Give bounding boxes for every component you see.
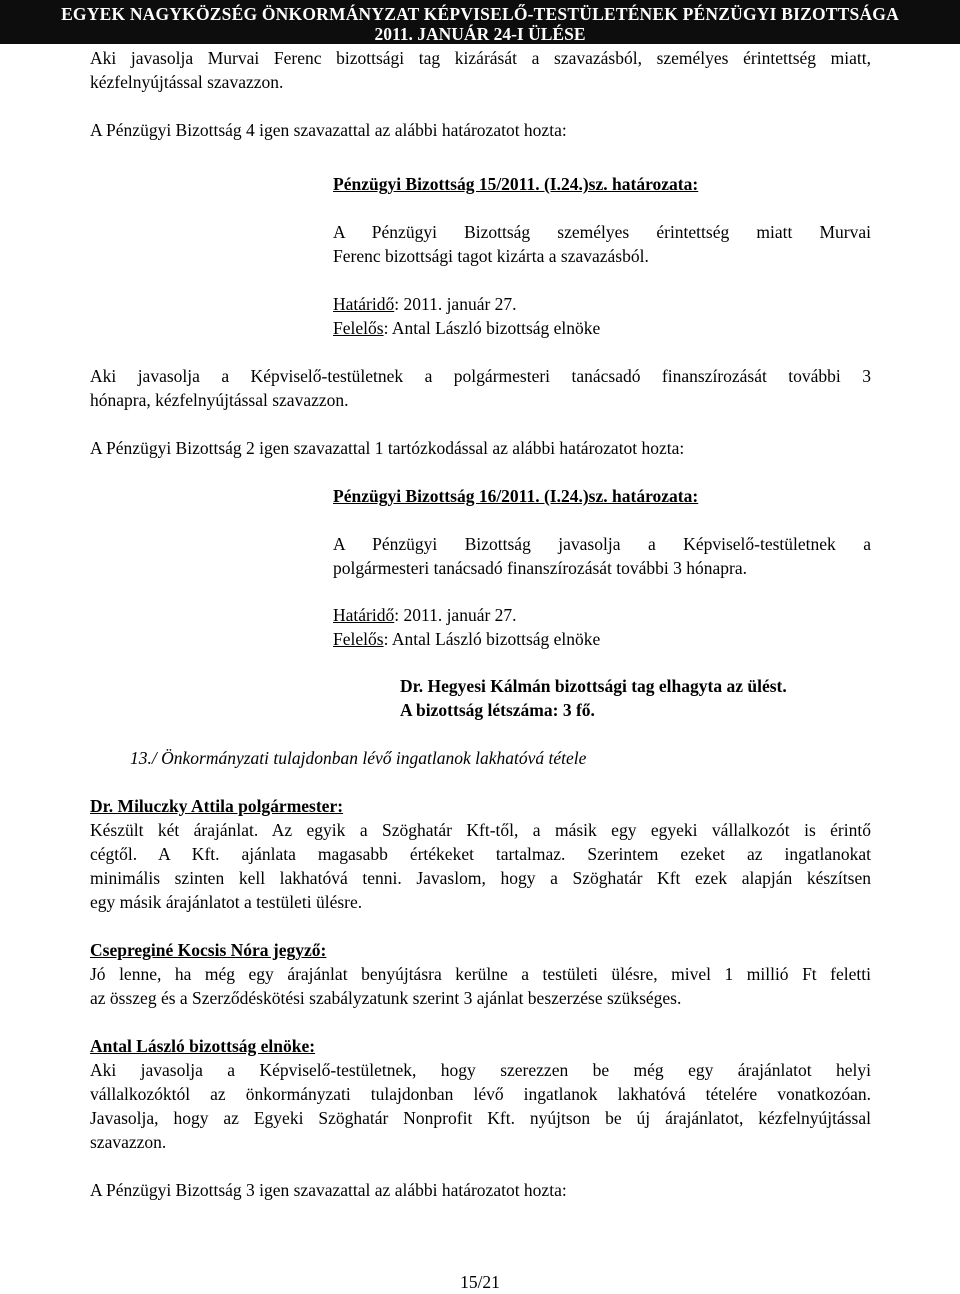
speaker-notary-text xyxy=(90,962,871,1010)
resolution-16-body xyxy=(333,532,871,580)
text-line: A bizottság létszáma: 3 fő. xyxy=(400,700,595,720)
text-line: Ferenc bizottsági tagot kizárta a szavazásból. xyxy=(333,246,649,266)
speaker-chairman: Antal László bizottság elnöke: xyxy=(90,1036,316,1056)
text-line: A Pénzügyi Bizottság javasolja a Képviselő-testületnek a xyxy=(333,534,871,554)
deadline-value: : 2011. január 27. xyxy=(394,605,517,625)
speaker-chairman-text xyxy=(90,1058,871,1154)
header-subtitle: 2011. JANUÁR 24-I ÜLÉSE xyxy=(374,24,586,44)
responsible-line xyxy=(333,316,600,340)
text-line: cégtől. A Kft. ajánlata magasabb értékeket tartalmaz. Szerintem ezeket az ingatlanokat xyxy=(90,844,871,864)
paragraph-exclusion-motion xyxy=(90,46,871,94)
responsible-value: : Antal László bizottság elnöke xyxy=(383,318,601,338)
text-line: A Pénzügyi Bizottság személyes érintettség miatt Murvai xyxy=(333,222,871,242)
speaker-notary: Csepreginé Kocsis Nóra jegyző: xyxy=(90,940,327,960)
text-line: Aki javasolja a Képviselő-testületnek a polgármesteri tanácsadó finanszírozását további 3 xyxy=(90,366,871,386)
resolution-15-body xyxy=(333,220,871,268)
text-line: egy másik árajánlatot a testületi ülésre. xyxy=(90,892,363,912)
attendance-note xyxy=(400,674,787,722)
header-title: EGYEK NAGYKÖZSÉG ÖNKORMÁNYZAT KÉPVISELŐ-TESTÜLETÉNEK PÉNZÜGYI BIZOTTSÁGA xyxy=(61,4,899,24)
page-number: 15/21 xyxy=(460,1272,500,1292)
paragraph-vote-result-2: A Pénzügyi Bizottság 2 igen szavazattal 1 tartózkodással az alábbi határozatot hozta: xyxy=(90,438,685,458)
document-header xyxy=(0,0,960,44)
speaker-mayor: Dr. Miluczky Attila polgármester: xyxy=(90,796,344,816)
deadline-value: : 2011. január 27. xyxy=(394,294,517,314)
text-line: polgármesteri tanácsadó finanszírozását további 3 hónapra. xyxy=(333,558,748,578)
text-line: az összeg és a Szerződéskötési szabályzatunk szerint 3 ajánlat beszerzése szükséges. xyxy=(90,988,682,1008)
text-line: minimális szinten kell lakhatóvá tenni. Javaslom, hogy a Szöghatár Kft ezek alapján készítsen xyxy=(90,868,871,888)
responsible-label: Felelős xyxy=(333,318,384,338)
text-line: Jó lenne, ha még egy árajánlat benyújtásra kerülne a testületi ülésre, mivel 1 millió Ft feletti xyxy=(90,964,871,984)
text-line: Aki javasolja Murvai Ferenc bizottsági tag kizárását a szavazásból, személyes érintettség miatt, xyxy=(90,48,871,68)
text-line: Dr. Hegyesi Kálmán bizottsági tag elhagyta az ülést. xyxy=(400,676,787,696)
deadline-label: Határidő xyxy=(333,605,395,625)
text-line: szavazzon. xyxy=(90,1132,167,1152)
paragraph-vote-result-3: A Pénzügyi Bizottság 3 igen szavazattal az alábbi határozatot hozta: xyxy=(90,1180,567,1200)
text-line: hónapra, kézfelnyújtással szavazzon. xyxy=(90,390,349,410)
resolution-16-title: Pénzügyi Bizottság 16/2011. (I.24.)sz. határozata: xyxy=(333,486,699,506)
deadline-label: Határidő xyxy=(333,294,395,314)
responsible-label: Felelős xyxy=(333,629,384,649)
deadline-line xyxy=(333,603,600,627)
deadline-line xyxy=(333,292,600,316)
paragraph-advisor-motion xyxy=(90,364,871,412)
responsible-value: : Antal László bizottság elnöke xyxy=(383,629,601,649)
text-line: Aki javasolja a Képviselő-testületnek, hogy szerezzen be még egy árajánlatot helyi xyxy=(90,1060,871,1080)
responsible-line xyxy=(333,627,600,651)
text-line: kézfelnyújtással szavazzon. xyxy=(90,72,284,92)
text-line: Készült két árajánlat. Az egyik a Szöghatár Kft-től, a másik egy egyeki vállalkozót is érintő xyxy=(90,820,871,840)
text-line: Javasolja, hogy az Egyeki Szöghatár Nonprofit Kft. nyújtson be új árajánlatot, kézfelnyújtással xyxy=(90,1108,871,1128)
text-line: vállalkozóktól az önkormányzati tulajdonban lévő ingatlanok lakhatóvá tételére vonatkozóan. xyxy=(90,1084,871,1104)
resolution-16-meta xyxy=(333,603,600,651)
paragraph-vote-result-1: A Pénzügyi Bizottság 4 igen szavazattal az alábbi határozatot hozta: xyxy=(90,120,567,140)
resolution-15-meta xyxy=(333,292,600,340)
resolution-15-title: Pénzügyi Bizottság 15/2011. (I.24.)sz. határozata: xyxy=(333,174,699,194)
speaker-mayor-text xyxy=(90,818,871,914)
section-13-heading: 13./ Önkormányzati tulajdonban lévő ingatlanok lakhatóvá tétele xyxy=(130,748,587,768)
